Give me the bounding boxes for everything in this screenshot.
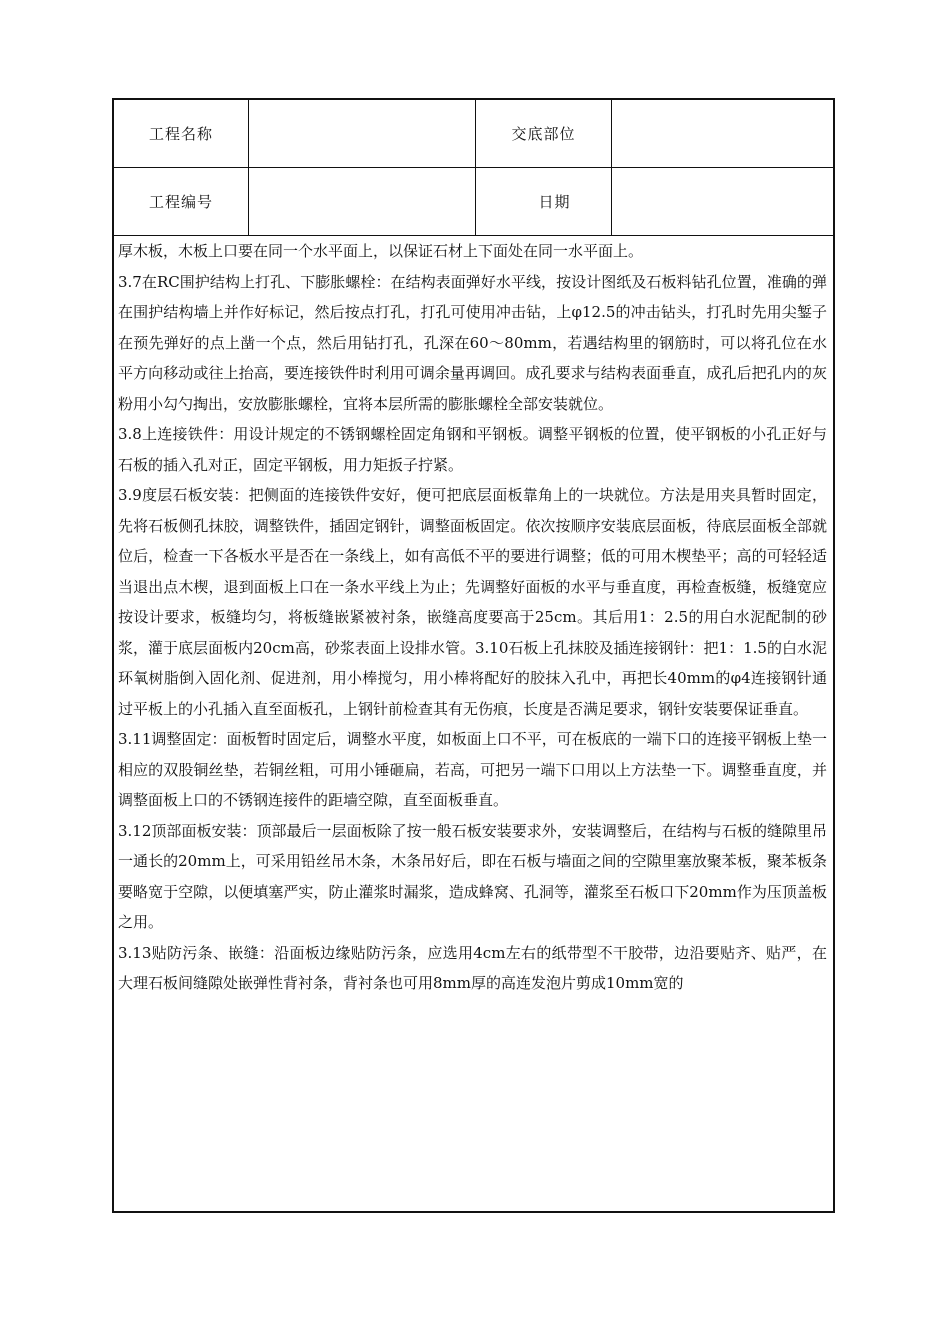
date-label: 日期: [476, 168, 612, 235]
paragraph-3-12: 3.12顶部面板安装：顶部最后一层面板除了按一般石板安装要求外，安装调整后，在结构与石板的缝隙里吊一通长的20mm上，可采用铅丝吊木条，木条吊好后，即在石板与墙面之间的空隙里塞放聚苯板，聚苯板条要略宽于空隙，以便填塞严实，防止灌浆时漏浆，造成蜂窝、孔洞等，灌浆至石板口下20mm作为压顶盖板之用。: [118, 821, 827, 931]
paragraph-3-8: 3.8上连接铁件：用设计规定的不锈钢螺栓固定角钢和平钢板。调整平钢板的位置，使平钢板的小孔正好与石板的插入孔对正，固定平钢板，用力矩扳子拧紧。: [118, 425, 827, 474]
header-row-2: [114, 168, 833, 236]
project-name-label: 工程名称: [114, 100, 249, 167]
disclosure-part-label: 交底部位: [476, 100, 612, 167]
date-value[interactable]: [612, 168, 833, 235]
paragraph-3-7: 3.7在RC围护结构上打孔、下膨胀螺栓：在结构表面弹好水平线，按设计图纸及石板料钻孔位置，准确的弹在围护结构墙上并作好标记，然后按点打孔，打孔可使用冲击钻，上φ12.5的冲击钻头，打孔时先用尖錾子在预先弹好的点上凿一个点，然后用钻打孔，孔深在60～80mm，若遇结构里的钢筋时，可以将孔位在水平方向移动或往上抬高，要连接铁件时利用可调余量再调回。成孔要求与结构表面垂直，成孔后把孔内的灰粉用小勾勺掏出，安放膨胀螺栓，宜将本层所需的膨胀螺栓全部安装就位。: [118, 272, 827, 413]
paragraph-3-11: 3.11调整固定：面板暂时固定后，调整水平度，如板面上口不平，可在板底的一端下口的连接平钢板上垫一相应的双股铜丝垫，若铜丝粗，可用小锤砸扁，若高，可把另一端下口用以上方法垫一下。调整垂直度，并调整面板上口的不锈钢连接件的距墙空隙，直至面板垂直。: [118, 730, 827, 809]
project-number-label: 工程编号: [114, 168, 249, 235]
disclosure-content: [114, 236, 833, 999]
paragraph-3-9: 3.9度层石板安装：把侧面的连接铁件安好，便可把底层面板靠角上的一块就位。方法是用夹具暂时固定，先将石板侧孔抹胶，调整铁件，插固定钢针，调整面板固定。依次按顺序安装底层面板，待底层面板全部就位后，检查一下各板水平是否在一条线上，如有高低不平的要进行调整；低的可用木楔垫平；高的可轻轻适当退出点木楔，退到面板上口在一条水平线上为止；先调整好面板的水平与垂直度，再检查板缝，板缝宽应按设计要求，板缝均匀，将板缝嵌紧被衬条，嵌缝高度要高于25cm。其后用1：2.5的用白水泥配制的砂浆，灌于底层面板内20cm高，砂浆表面上设排水管。3.10石板上孔抹胶及插连接钢针：把1：1.5的白水泥环氧树脂倒入固化剂、促进剂，用小棒搅匀，用小棒将配好的胶抹入孔中，再把长40mm的φ4连接钢针通过平板上的小孔插入直至面板孔，上钢针前检查其有无伤痕，长度是否满足要求，钢针安装要保证垂直。: [118, 486, 827, 718]
project-number-value[interactable]: [249, 168, 476, 235]
header-row-1: [114, 100, 833, 168]
paragraph-3-13: 3.13贴防污条、嵌缝：沿面板边缘贴防污条，应选用4cm左右的纸带型不干胶带，边沿要贴齐、贴严，在大理石板间缝隙处嵌弹性背衬条，背衬条也可用8mm厚的高连发泡片剪成10mm宽的: [118, 943, 827, 992]
paragraph-continuation: 厚木板，木板上口要在同一个水平面上，以保证石材上下面处在同一水平面上。: [118, 242, 644, 260]
disclosure-part-value[interactable]: [612, 100, 833, 167]
project-name-value[interactable]: [249, 100, 476, 167]
disclosure-form: [112, 98, 835, 1213]
